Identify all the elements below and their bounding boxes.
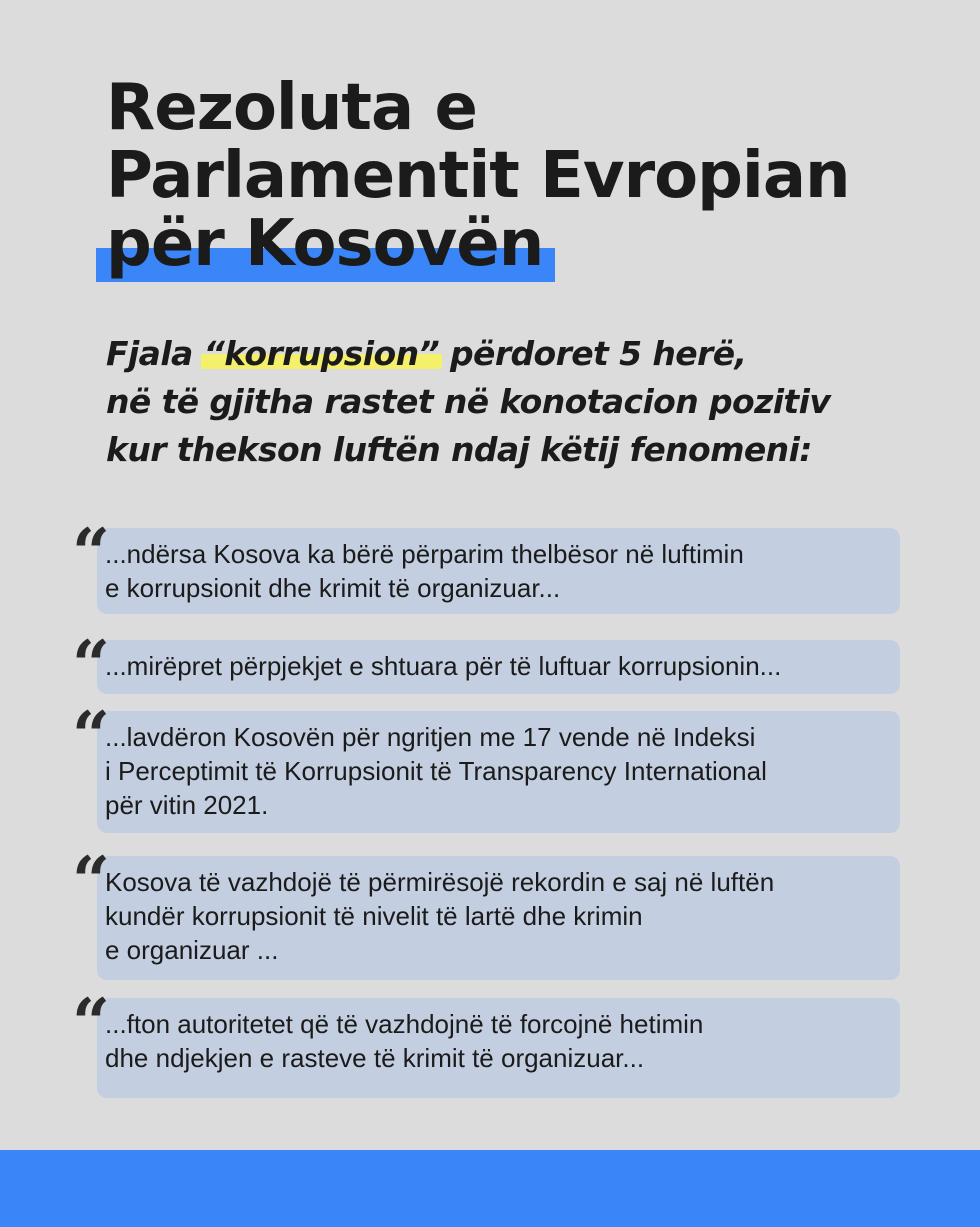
quote-box-1 xyxy=(97,528,900,614)
intro-line-1-suffix: përdoret 5 herë, xyxy=(439,334,747,373)
quote-1-line-1: ...ndërsa Kosova ka bërë përparim thelbësor në luftimin xyxy=(105,539,744,569)
quote-mark-icon: “ xyxy=(72,697,110,775)
quote-2-line-1: ...mirëpret përpjekjet e shtuara për të luftuar korrupsionin... xyxy=(105,651,782,681)
title-line-3-highlighted xyxy=(106,207,544,281)
quote-mark-icon: “ xyxy=(72,514,110,592)
quote-3-line-1: ...lavdëron Kosovën për ngritjen me 17 vende në Indeksi xyxy=(105,722,756,752)
keyword-highlight: “korrupsion” xyxy=(204,330,440,378)
intro-line-1 xyxy=(106,330,906,378)
quote-4-line-3: e organizuar ... xyxy=(105,935,279,965)
intro-line-2: në të gjitha rastet në konotacion pozitiv xyxy=(106,382,831,421)
quote-3-line-2: i Perceptimit të Korrupsionit të Transparency International xyxy=(105,756,767,786)
quote-4-line-1: Kosova të vazhdojë të përmirësojë rekordin e saj në luftën xyxy=(105,867,775,897)
quote-5-line-2: dhe ndjekjen e rasteve të krimit të organizuar... xyxy=(105,1043,645,1073)
quote-mark-icon: “ xyxy=(72,626,110,704)
quote-3-line-3: për vitin 2021. xyxy=(105,790,269,820)
title-line-3: për Kosovën xyxy=(106,207,544,281)
quote-5-line-1: ...fton autoritetet që të vazhdojnë të forcojnë hetimin xyxy=(105,1009,704,1039)
title-line-2: Parlamentit Evropian xyxy=(106,139,850,213)
quote-4-line-2: kundër korrupsionit të nivelit të lartë dhe krimin xyxy=(105,901,643,931)
intro-line-3: kur thekson luftën ndaj këtij fenomeni: xyxy=(106,430,812,469)
title-line-1: Rezoluta e xyxy=(106,71,477,145)
quote-mark-icon: “ xyxy=(72,842,110,920)
quote-box-5 xyxy=(97,998,900,1098)
quote-mark-icon: “ xyxy=(72,984,110,1062)
quote-box-2 xyxy=(97,640,900,694)
footer-bar xyxy=(0,1150,980,1227)
quote-box-4 xyxy=(97,856,900,980)
quote-1-line-2: e korrupsionit dhe krimit të organizuar... xyxy=(105,573,561,603)
page-title xyxy=(106,71,906,281)
intro-text xyxy=(106,330,906,474)
quote-box-3 xyxy=(97,711,900,833)
intro-line-1-prefix: Fjala xyxy=(106,334,204,373)
